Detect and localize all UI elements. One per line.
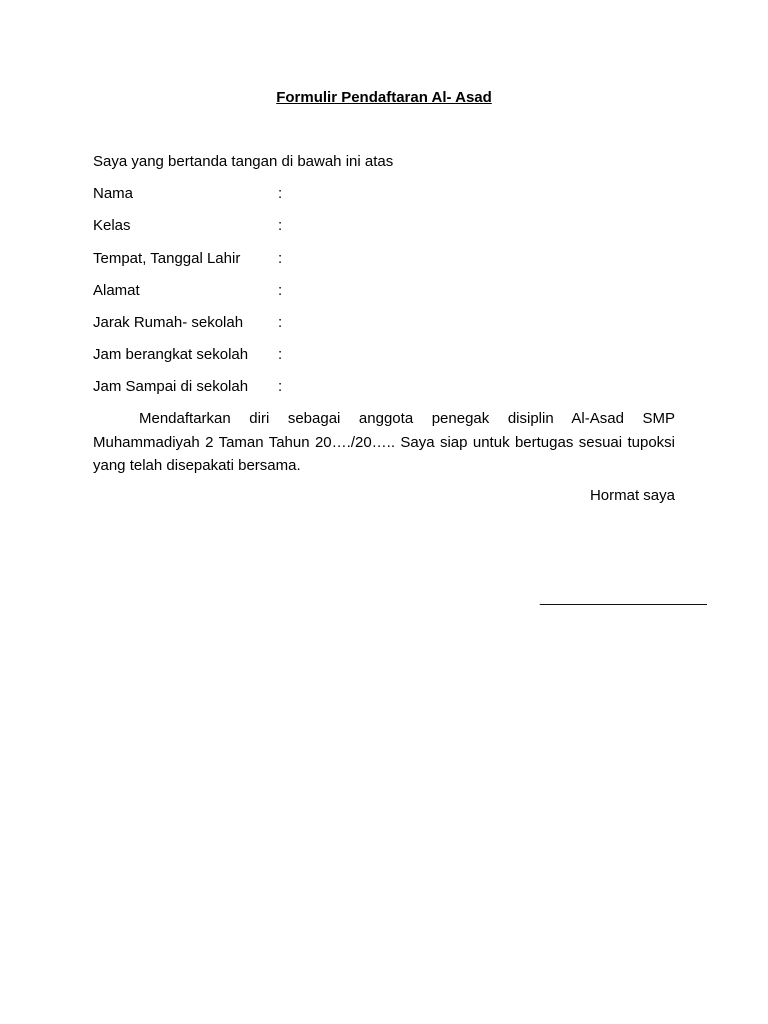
field-label: Alamat [93,282,140,299]
field-jam-berangkat-sekolah [93,345,493,365]
field-alamat [93,281,493,301]
field-jam-sampai-sekolah [93,377,493,397]
field-separator: : [278,217,283,234]
field-separator: : [278,378,283,395]
intro-text: Saya yang bertanda tangan di bawah ini atas [93,153,394,170]
field-label: Jam berangkat sekolah [93,346,249,363]
field-separator: : [278,314,283,331]
field-kelas [93,216,493,236]
field-label: Jam Sampai di sekolah [93,378,249,395]
signature-line: ____________________ [540,589,707,606]
field-separator: : [278,282,283,299]
statement-paragraph: Mendaftarkan diri sebagai anggota penegak disiplin Al-Asad SMP Muhammadiyah 2 Taman Tahun 20…./20….. Saya siap untuk bertugas sesuai tupoksi yang telah disepakati bersama. [93,410,675,474]
field-separator: : [278,346,283,363]
field-nama [93,184,493,204]
closing-text: Hormat saya [589,487,675,504]
field-label: Nama [93,185,134,202]
field-separator: : [278,250,283,267]
field-jarak-rumah-sekolah [93,313,493,333]
field-separator: : [278,185,283,202]
field-label: Kelas [93,217,131,234]
form-title: Formulir Pendaftaran Al- Asad [276,89,492,106]
field-tempat-tanggal-lahir [93,249,493,269]
field-label: Jarak Rumah- sekolah [93,314,244,331]
field-label: Tempat, Tanggal Lahir [93,250,241,267]
